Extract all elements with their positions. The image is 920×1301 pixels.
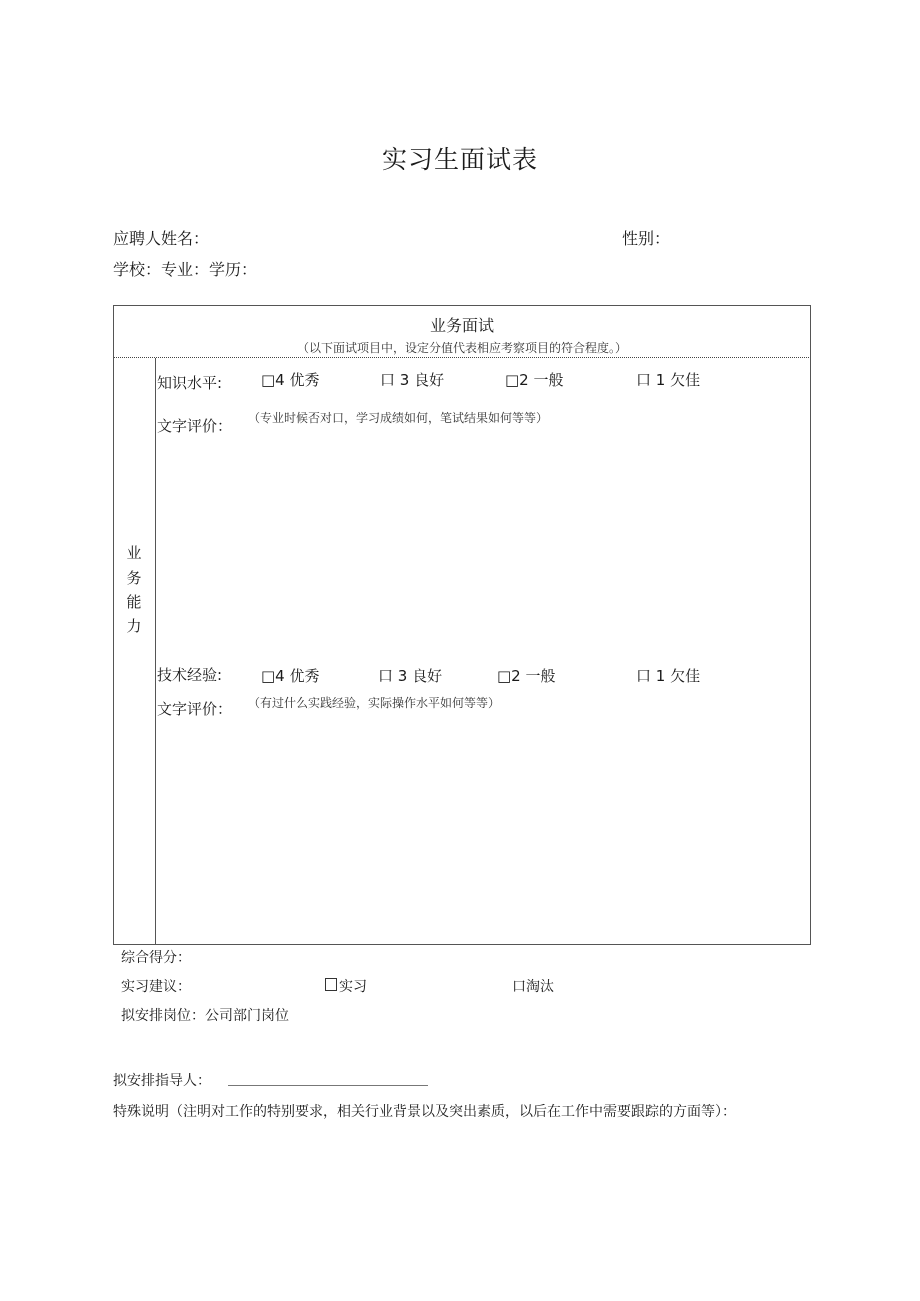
knowledge-label: 知识水平: [157, 374, 223, 392]
experience-option-2[interactable]: □2 一般 [497, 667, 556, 685]
knowledge-comment-hint: （专业时候否对口，学习成绩如何，笔试结果如何等等） [248, 411, 549, 425]
experience-option-3[interactable]: 口 3 良好 [378, 667, 443, 685]
section-title: 业务面试 [429, 316, 494, 335]
overall-score-label: 综合得分： [121, 950, 191, 966]
side-label-char: 业 [126, 544, 142, 562]
section-header-divider [114, 357, 809, 358]
planned-position-line: 拟安排岗位：公司部门岗位 [121, 1008, 289, 1024]
experience-option-1[interactable]: 口 1 欠佳 [636, 667, 701, 685]
suggestion-option-intern[interactable]: 实习 [339, 979, 367, 995]
knowledge-option-3[interactable]: 口 3 良好 [380, 371, 445, 389]
school-major-degree-line: 学校：专业：学历： [113, 260, 258, 279]
suggestion-label: 实习建议： [121, 979, 191, 995]
experience-option-4[interactable]: □4 优秀 [261, 667, 320, 685]
side-column-divider [155, 358, 156, 944]
mentor-label: 拟安排指导人： [113, 1073, 211, 1089]
section-subtitle: （以下面试项目中，设定分值代表相应考察项目的符合程度。） [296, 341, 627, 355]
side-label-char: 力 [126, 617, 142, 635]
page-title: 实习生面试表 [381, 145, 538, 174]
experience-label: 技术经验: [157, 666, 223, 684]
knowledge-option-4[interactable]: □4 优秀 [261, 371, 320, 389]
applicant-name-label: 应聘人姓名： [113, 229, 210, 248]
gender-label: 性别： [622, 229, 671, 248]
experience-comment-hint: （有过什么实践经验，实际操作水平如何等等） [248, 696, 501, 710]
suggestion-option-reject[interactable]: 口淘汰 [512, 979, 554, 995]
side-label-char: 能 [126, 593, 142, 611]
checkbox-icon[interactable] [325, 978, 337, 991]
interview-table [113, 305, 811, 945]
knowledge-comment-label: 文字评价： [157, 417, 233, 435]
special-note-line: 特殊说明（注明对工作的特别要求，相关行业背景以及突出素质，以后在工作中需要跟踪的方面等）： [113, 1104, 736, 1120]
experience-comment-label: 文字评价： [157, 700, 233, 718]
knowledge-option-2[interactable]: □2 一般 [505, 371, 564, 389]
knowledge-option-1[interactable]: 口 1 欠佳 [636, 371, 701, 389]
side-label-char: 务 [126, 569, 142, 587]
mentor-underline[interactable] [228, 1085, 428, 1086]
